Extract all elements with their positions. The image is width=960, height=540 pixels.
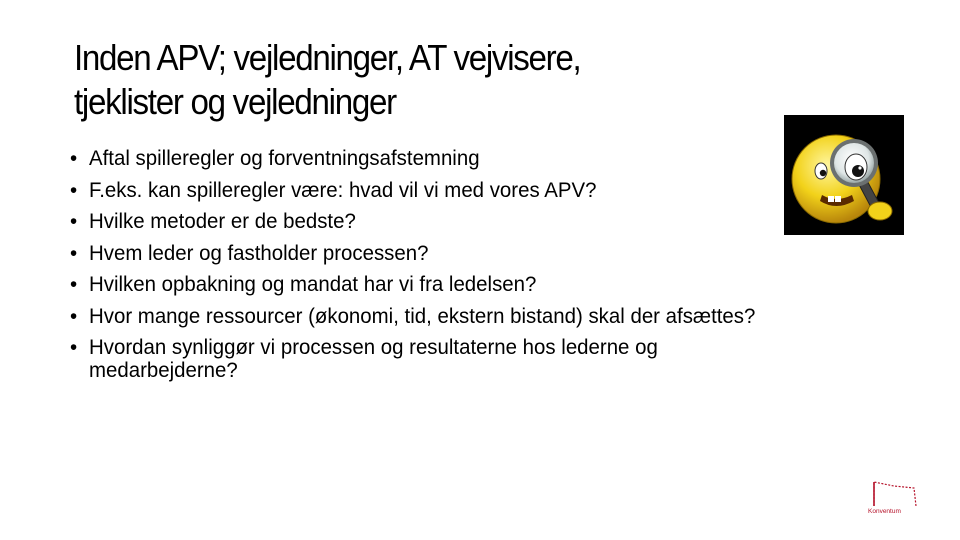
- logo-text: Konventum: [868, 508, 901, 515]
- bullet-marker: •: [70, 146, 78, 170]
- bullet-marker: •: [70, 177, 78, 202]
- magnifying-glass-smiley-icon: [784, 115, 904, 235]
- bullet-list: [70, 147, 792, 391]
- bullet-item: [70, 179, 792, 202]
- bullet-marker: •: [70, 272, 78, 296]
- bullet-marker: •: [70, 335, 78, 359]
- konventum-logo-mark: [868, 478, 924, 508]
- bullet-item: [70, 305, 792, 328]
- bullet-text: Hvor mange ressourcer (økonomi, tid, ekstern bistand) skal der afsættes?: [89, 303, 756, 328]
- bullet-text: Hvilken opbakning og mandat har vi fra ledelsen?: [89, 272, 537, 296]
- title-line-2: tjeklister og vejledninger: [74, 81, 396, 122]
- bullet-marker: •: [70, 240, 78, 265]
- bullet-item: [70, 336, 792, 382]
- bullet-item: [70, 147, 792, 170]
- bullet-text: Aftal spilleregler og forventningsafstemning: [89, 146, 480, 170]
- bullet-marker: •: [70, 303, 78, 328]
- konventum-logo: [868, 478, 924, 518]
- bullet-text: Hvordan synliggør vi processen og resultaterne hos lederne og medarbejderne?: [89, 335, 658, 382]
- bullet-text: Hvilke metoder er de bedste?: [89, 209, 356, 233]
- bullet-text: Hvem leder og fastholder processen?: [89, 240, 429, 265]
- bullet-text: F.eks. kan spilleregler være: hvad vil vi med vores APV?: [89, 177, 597, 202]
- bullet-item: [70, 273, 792, 296]
- bullet-marker: •: [70, 209, 78, 233]
- title-line-1: Inden APV; vejledninger, AT vejvisere,: [74, 37, 581, 78]
- bullet-item: [70, 210, 792, 233]
- bullet-item: [70, 242, 792, 265]
- slide-title: [74, 36, 736, 124]
- smiley-illustration: [784, 115, 904, 235]
